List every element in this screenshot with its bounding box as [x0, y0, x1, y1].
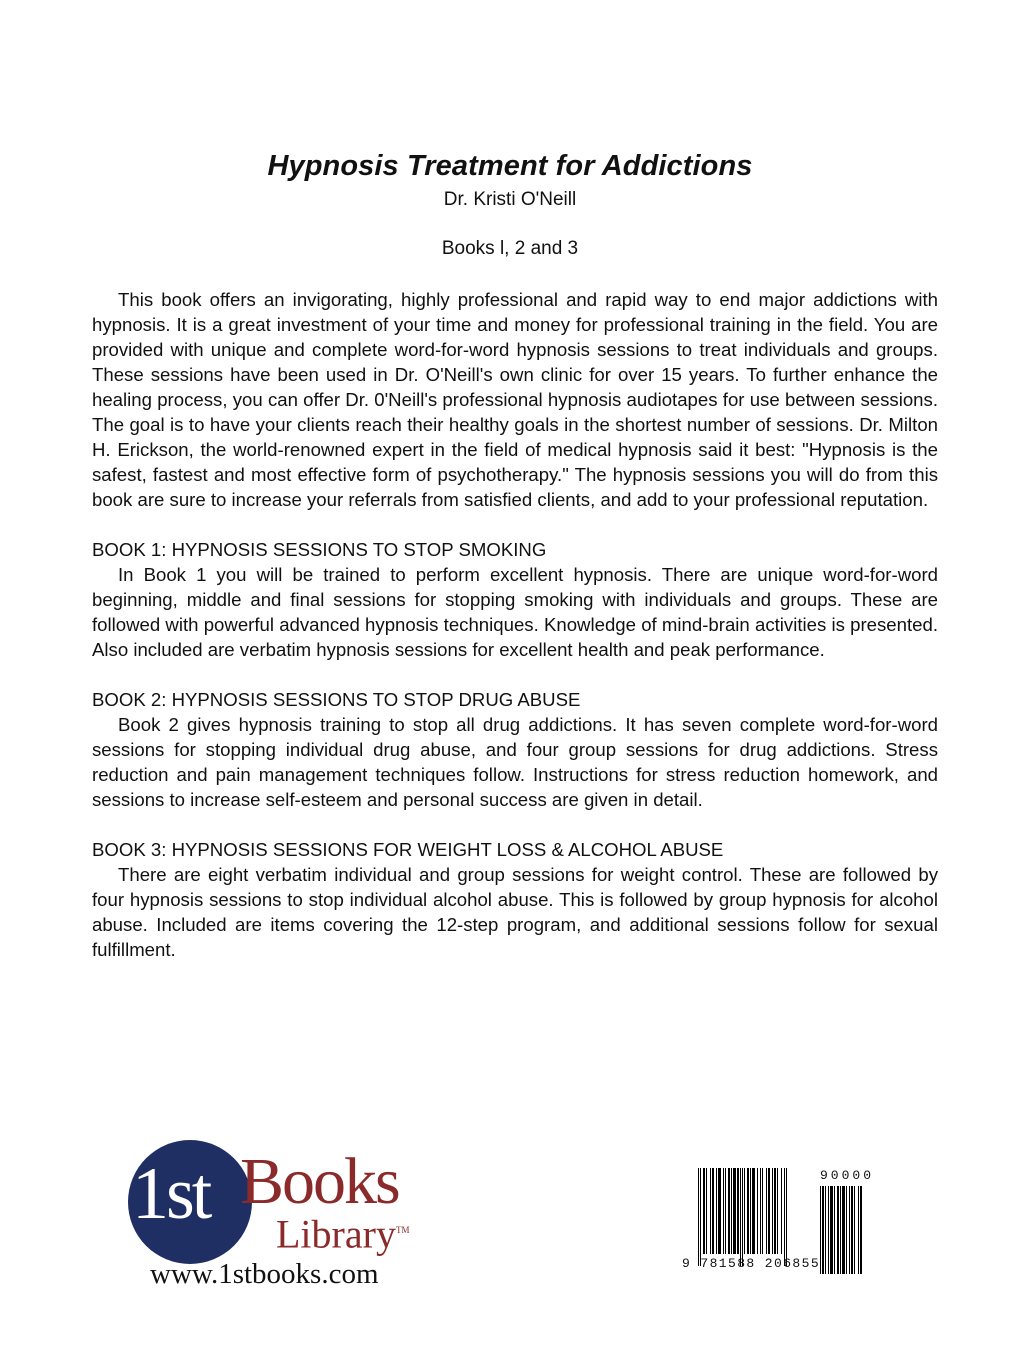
- logo-library-text: Library: [276, 1211, 396, 1257]
- section-heading: BOOK 2: HYPNOSIS SESSIONS TO STOP DRUG ABUSE: [92, 689, 581, 710]
- logo-library-word: [276, 1208, 409, 1256]
- book-title: Hypnosis Treatment for Addictions: [267, 150, 753, 182]
- publisher-website: www.1stbooks.com: [150, 1258, 379, 1290]
- intro-paragraph: This book offers an invigorating, highly professional and rapid way to end major addictions with hypnosis. It is a great investment of your time and money for professional training in the field. You are provided with unique and complete word-for-word hypnosis sessions to treat individuals and groups. These sessions have been used in Dr. O'Neill's own clinic for over 15 years. To further enhance the healing process, you can offer Dr. 0'Neill's professional hypnosis audiotapes for use between sessions. The goal is to have your clients reach their healthy goals in the shortest number of sessions. Dr. Milton H. Erickson, the world-renowned expert in the field of medical hypnosis said it best: "Hypnosis is the safest, fastest and most effective form of psychotherapy." The hypnosis sessions you will do from this book are sure to increase your referrals from satisfied clients, and add to your professional reputation.: [92, 289, 938, 510]
- trademark-mark: TM: [395, 1225, 410, 1235]
- section-book-2: [92, 687, 938, 812]
- back-cover-text: [92, 287, 938, 962]
- section-book-1: [92, 537, 938, 662]
- section-heading: BOOK 3: HYPNOSIS SESSIONS FOR WEIGHT LOSS & ALCOHOL ABUSE: [92, 839, 724, 860]
- barcode-bars-addon: [820, 1186, 882, 1274]
- logo-number: 1st: [132, 1153, 210, 1235]
- publisher-logo: [128, 1140, 408, 1260]
- barcode-isbn-digits: 9 781588 206855: [682, 1256, 821, 1271]
- section-paragraph: In Book 1 you will be trained to perform excellent hypnosis. There are unique word-for-word beginning, middle and final sessions for stopping smoking with individuals and groups. These are followed with powerful advanced hypnosis techniques. Knowledge of mind-brain activities is presented. Also included are verbatim hypnosis sessions for excellent health and peak performance.: [92, 564, 938, 660]
- author-name: Dr. Kristi O'Neill: [443, 189, 577, 210]
- isbn-barcode: [682, 1168, 902, 1278]
- section-book-3: [92, 837, 938, 962]
- logo-books-word: Books: [240, 1145, 399, 1218]
- section-paragraph: There are eight verbatim individual and group sessions for weight control. These are followed by four hypnosis sessions to stop individual alcohol abuse. This is followed by group hypnosis for alcohol abuse. Included are items covering the 12-step program, and additional sessions follow for sexual fulfillment.: [92, 864, 938, 960]
- section-heading: BOOK 1: HYPNOSIS SESSIONS TO STOP SMOKING: [92, 539, 547, 560]
- barcode-addon-digits: 90000: [820, 1168, 875, 1183]
- section-paragraph: Book 2 gives hypnosis training to stop all drug addictions. It has seven complete word-for-word sessions for stopping individual drug abuse, and four group sessions for drug addictions. Stress reduction and pain management techniques follow. Instructions for stress reduction homework, and sessions to increase self-esteem and personal success are given in detail.: [92, 714, 938, 810]
- books-subtitle: Books l, 2 and 3: [441, 238, 579, 259]
